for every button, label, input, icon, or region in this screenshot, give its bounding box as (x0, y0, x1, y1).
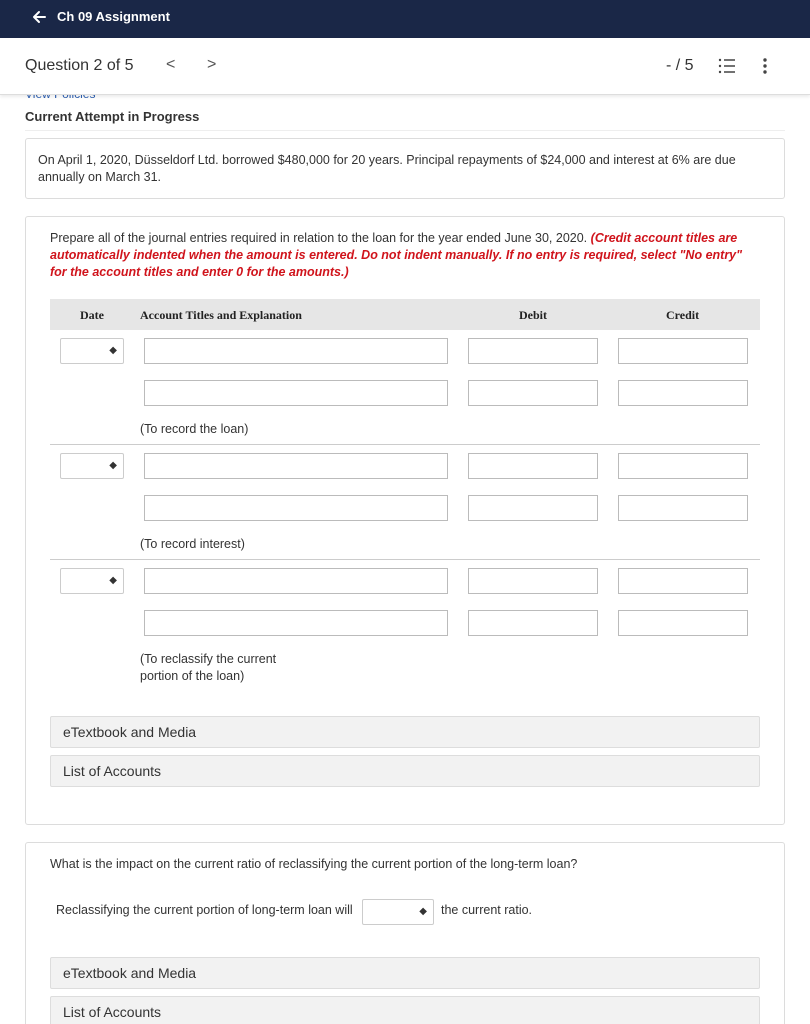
answer-sentence-start: Reclassifying the current portion of long-term loan will (56, 903, 353, 917)
question-title: Question 2 of 5 (25, 57, 134, 74)
date-select[interactable] (60, 453, 124, 479)
question-header (0, 38, 810, 95)
entry-note: (To record the loan) (140, 422, 249, 436)
debit-input[interactable] (468, 610, 598, 636)
account-input[interactable] (144, 495, 448, 521)
account-input[interactable] (144, 338, 448, 364)
question-score: - / 5 (666, 57, 694, 74)
account-input[interactable] (144, 610, 448, 636)
current-ratio-card (25, 842, 785, 1024)
chevron-updown-icon: ◆ (109, 345, 117, 356)
date-select[interactable] (60, 338, 124, 364)
divider (25, 130, 785, 131)
entry-note: (To record interest) (140, 537, 245, 551)
credit-input[interactable] (618, 453, 748, 479)
assignment-title: Ch 09 Assignment (57, 9, 170, 24)
instruction-note: (Credit account titles are automatically indented when the amount is entered. Do not indent manually. If no entry is required, select "No entry" for the account titles and enter 0 for the amounts.) (50, 231, 743, 279)
current-ratio-question: What is the impact on the current ratio of reclassifying the current portion of the long-term loan? (50, 857, 578, 871)
entry-divider (50, 444, 760, 445)
more-vertical-icon[interactable] (760, 58, 770, 74)
credit-column-header: Credit (666, 308, 700, 322)
date-select[interactable] (60, 568, 124, 594)
etextbook-label: eTextbook and Media (63, 965, 197, 981)
entry-note-line: (To reclassify the current (140, 652, 277, 666)
debit-input[interactable] (468, 495, 598, 521)
chevron-updown-icon: ◆ (109, 575, 117, 586)
instruction-text: Prepare all of the journal entries required in relation to the loan for the year ended June 30, 2020. (50, 231, 588, 245)
list-icon[interactable] (718, 58, 736, 74)
attempt-status: Current Attempt in Progress (25, 109, 200, 124)
account-input[interactable] (144, 380, 448, 406)
chevron-updown-icon: ◆ (109, 460, 117, 471)
debit-input[interactable] (468, 453, 598, 479)
credit-input[interactable] (618, 380, 748, 406)
list-of-accounts-label: List of Accounts (63, 763, 162, 779)
debit-input[interactable] (468, 568, 598, 594)
top-bar (0, 0, 810, 38)
arrow-left-icon[interactable] (31, 9, 47, 25)
next-question-button[interactable]: > (207, 56, 217, 73)
etextbook-media-button[interactable] (50, 716, 760, 748)
credit-input[interactable] (618, 610, 748, 636)
problem-text: On April 1, 2020, Düsseldorf Ltd. borrowed $480,000 for 20 years. Principal repayments of $24,000 and interest at 6% are due annually on March 31. (38, 153, 736, 184)
account-input[interactable] (144, 453, 448, 479)
account-column-header: Account Titles and Explanation (140, 308, 302, 322)
previous-question-button[interactable]: < (166, 56, 176, 73)
entry-note-line: portion of the loan) (140, 669, 245, 683)
etextbook-label: eTextbook and Media (63, 724, 197, 740)
impact-select[interactable] (362, 899, 434, 925)
debit-input[interactable] (468, 338, 598, 364)
credit-input[interactable] (618, 495, 748, 521)
chevron-updown-icon: ◆ (419, 906, 427, 917)
list-of-accounts-label: List of Accounts (63, 1004, 162, 1020)
date-column-header: Date (80, 308, 104, 322)
answer-sentence-end: the current ratio. (441, 903, 533, 917)
entry-note (140, 651, 276, 685)
credit-input[interactable] (618, 338, 748, 364)
journal-entry-card (25, 216, 785, 825)
debit-column-header: Debit (519, 308, 547, 322)
credit-input[interactable] (618, 568, 748, 594)
entry-divider (50, 559, 760, 560)
debit-input[interactable] (468, 380, 598, 406)
list-of-accounts-button[interactable] (50, 755, 760, 787)
etextbook-media-button[interactable] (50, 957, 760, 989)
journal-table-header (50, 299, 760, 330)
problem-card (25, 138, 785, 199)
list-of-accounts-button[interactable] (50, 996, 760, 1024)
instructions (50, 230, 762, 281)
account-input[interactable] (144, 568, 448, 594)
